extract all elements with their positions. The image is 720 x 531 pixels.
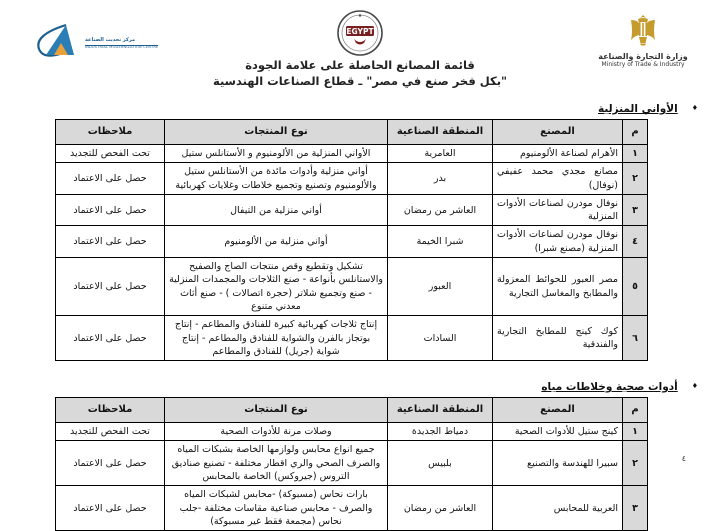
cell-no: ٣ [623,194,648,226]
table-wrapper-sanitary [0,397,648,531]
table-household-utensils [55,119,648,361]
cell-factory: نوفال مودرن لصناعات الأدوات المنزلية [493,194,623,226]
cell-products: أواني منزلية وأدوات مائدة من الأستانلس ستيل والألومنيوم وتصنيع وتجميع خلاطات وغلايات كهربائية [165,163,388,195]
cell-notes: حصل على الاعتماد [56,163,165,195]
table-row [56,316,648,361]
cell-zone: العبور [388,258,493,316]
table-header-row [56,120,648,145]
table-sanitary-tools [55,397,648,531]
cell-factory: الأهرام لصناعة الألومنيوم [493,145,623,163]
cell-products: أواني منزلية من التيفال [165,194,388,226]
eagle-emblem-icon [628,14,658,46]
egypt-stamp-icon [336,8,384,58]
cell-zone: السادات [388,316,493,361]
cell-notes: تحت الفحص للتجديد [56,423,165,441]
section-heading-household [0,103,698,115]
cell-zone: العامرية [388,145,493,163]
column-header-products: نوع المنتجات [165,120,388,145]
cell-zone: العاشر من رمضان [388,194,493,226]
egypt-stamp-logo [336,8,384,62]
column-header-zone: المنطقة الصناعية [388,120,493,145]
column-header-factory: المصنع [493,120,623,145]
cell-no: ١ [623,145,648,163]
table-header-row [56,398,648,423]
cell-no: ١ [623,423,648,441]
cell-notes: حصل على الاعتماد [56,486,165,531]
bullet-icon: ♦ [691,104,698,112]
cell-products: وصلات مرنة للأدوات الصحية [165,423,388,441]
column-header-products: نوع المنتجات [165,398,388,423]
page-number: ٤ [681,454,686,463]
imc-title-en: INDUSTRIAL MODERNIZATION CENTRE [85,44,159,49]
cell-notes: حصل على الاعتماد [56,316,165,361]
column-header-no: م [623,398,648,423]
imc-title-ar: مركز تحديث الصناعة [85,38,158,46]
cell-notes: حصل على الاعتماد [56,258,165,316]
cell-zone: شبرا الخيمة [388,226,493,258]
cell-no: ٢ [623,163,648,195]
table-row [56,486,648,531]
cell-zone: العاشر من رمضان [388,486,493,531]
section-title: الأواني المنزلية [597,103,678,115]
cell-no: ٣ [623,486,648,531]
column-header-zone: المنطقة الصناعية [388,398,493,423]
section-title: أدوات صحية وخلاطات مياه [541,381,678,394]
table-row [56,194,648,226]
table-row [56,226,648,258]
cell-products: إنتاج ثلاجات كهربائية كبيرة للفنادق والمطاعم - إنتاج بوتجاز بالفرن والشواية للفنادق والمطاعم - إنتاج شواية (جريل) للفنادق والمطاعم [165,316,388,361]
cell-factory: كينج ستيل للأدوات الصحية [493,423,623,441]
column-header-notes: ملاحظات [56,398,165,423]
column-header-no: م [623,120,648,145]
table-wrapper-household [0,119,648,361]
cell-factory: كوك كينج للمطابخ التجارية والفندقية [493,316,623,361]
cell-zone: دمياط الجديدة [388,423,493,441]
table-row [56,163,648,195]
cell-products: جميع انواع محابس ولوازمها الخاصة بشبكات المياه والصرف الصحي والري اقطار مختلفة - تصنيع صناديق التروس (جيروكس) الخاصة بالمحابس [165,441,388,486]
cell-factory: نوفال مودرن لصناعات الأدوات المنزلية (مصنع شبرا) [493,226,623,258]
document-title-line2: "بكل فخر صنع في مصر" ـ قطاع الصناعات الهندسية [212,74,508,88]
egypt-stamp-text: EGYPT [346,26,374,36]
page-header [0,0,720,97]
cell-products: تشكيل وتقطيع وقص منتجات الصاج والصفيح والاستانلس بأنواعة - صنع الثلاجات والمجمدات المنزلية - صنع وتجميع شلاتر (حجرة اتصالات ) - صنع أثاث معدني متنوع [165,258,388,316]
cell-notes: تحت الفحص للتجديد [56,145,165,163]
section-heading-sanitary [0,381,698,393]
cell-notes: حصل على الاعتماد [56,441,165,486]
cell-no: ٥ [623,258,648,316]
table-row [56,258,648,316]
cell-products: الأواني المنزلية من الألومنيوم و الأستانلس ستيل [165,145,388,163]
cell-products: بارات نحاس (مسبوكة) -محابس لشبكات المياه والصرف - محابس صناعية مقاسات مختلفة -جلب نحاس (مجمعة فقط غير مسبوكة) [165,486,388,531]
imc-logo-text [85,38,158,49]
cell-zone: بلبيس [388,441,493,486]
cell-no: ٢ [623,441,648,486]
cell-products: أواني منزلية من الألومنيوم [165,226,388,258]
cell-notes: حصل على الاعتماد [56,226,165,258]
ministry-title-ar: وزارة التجارة والصناعة [598,52,688,61]
cell-zone: بدر [388,163,493,195]
column-header-notes: ملاحظات [56,120,165,145]
ministry-title-en: Ministry of Trade & Industry [601,61,685,68]
cell-factory: سبيرا للهندسة والتصنيع [493,441,623,486]
cell-notes: حصل على الاعتماد [56,194,165,226]
table-row [56,145,648,163]
column-header-factory: المصنع [493,398,623,423]
table-row [56,441,648,486]
cell-no: ٦ [623,316,648,361]
cell-no: ٤ [623,226,648,258]
bullet-icon: ♦ [691,382,698,391]
document-title [0,58,720,88]
table-row [56,423,648,441]
document-title-line1: قائمة المصانع الحاصلة على علامة الجودة [245,58,475,72]
cell-factory: مصر العبور للحوائط المعزولة والمطابخ والمغاسل التجارية [493,258,623,316]
cell-factory: العربية للمحابس [493,486,623,531]
cell-factory: مصانع مجدي محمد عفيفي (نوفال) [493,163,623,195]
